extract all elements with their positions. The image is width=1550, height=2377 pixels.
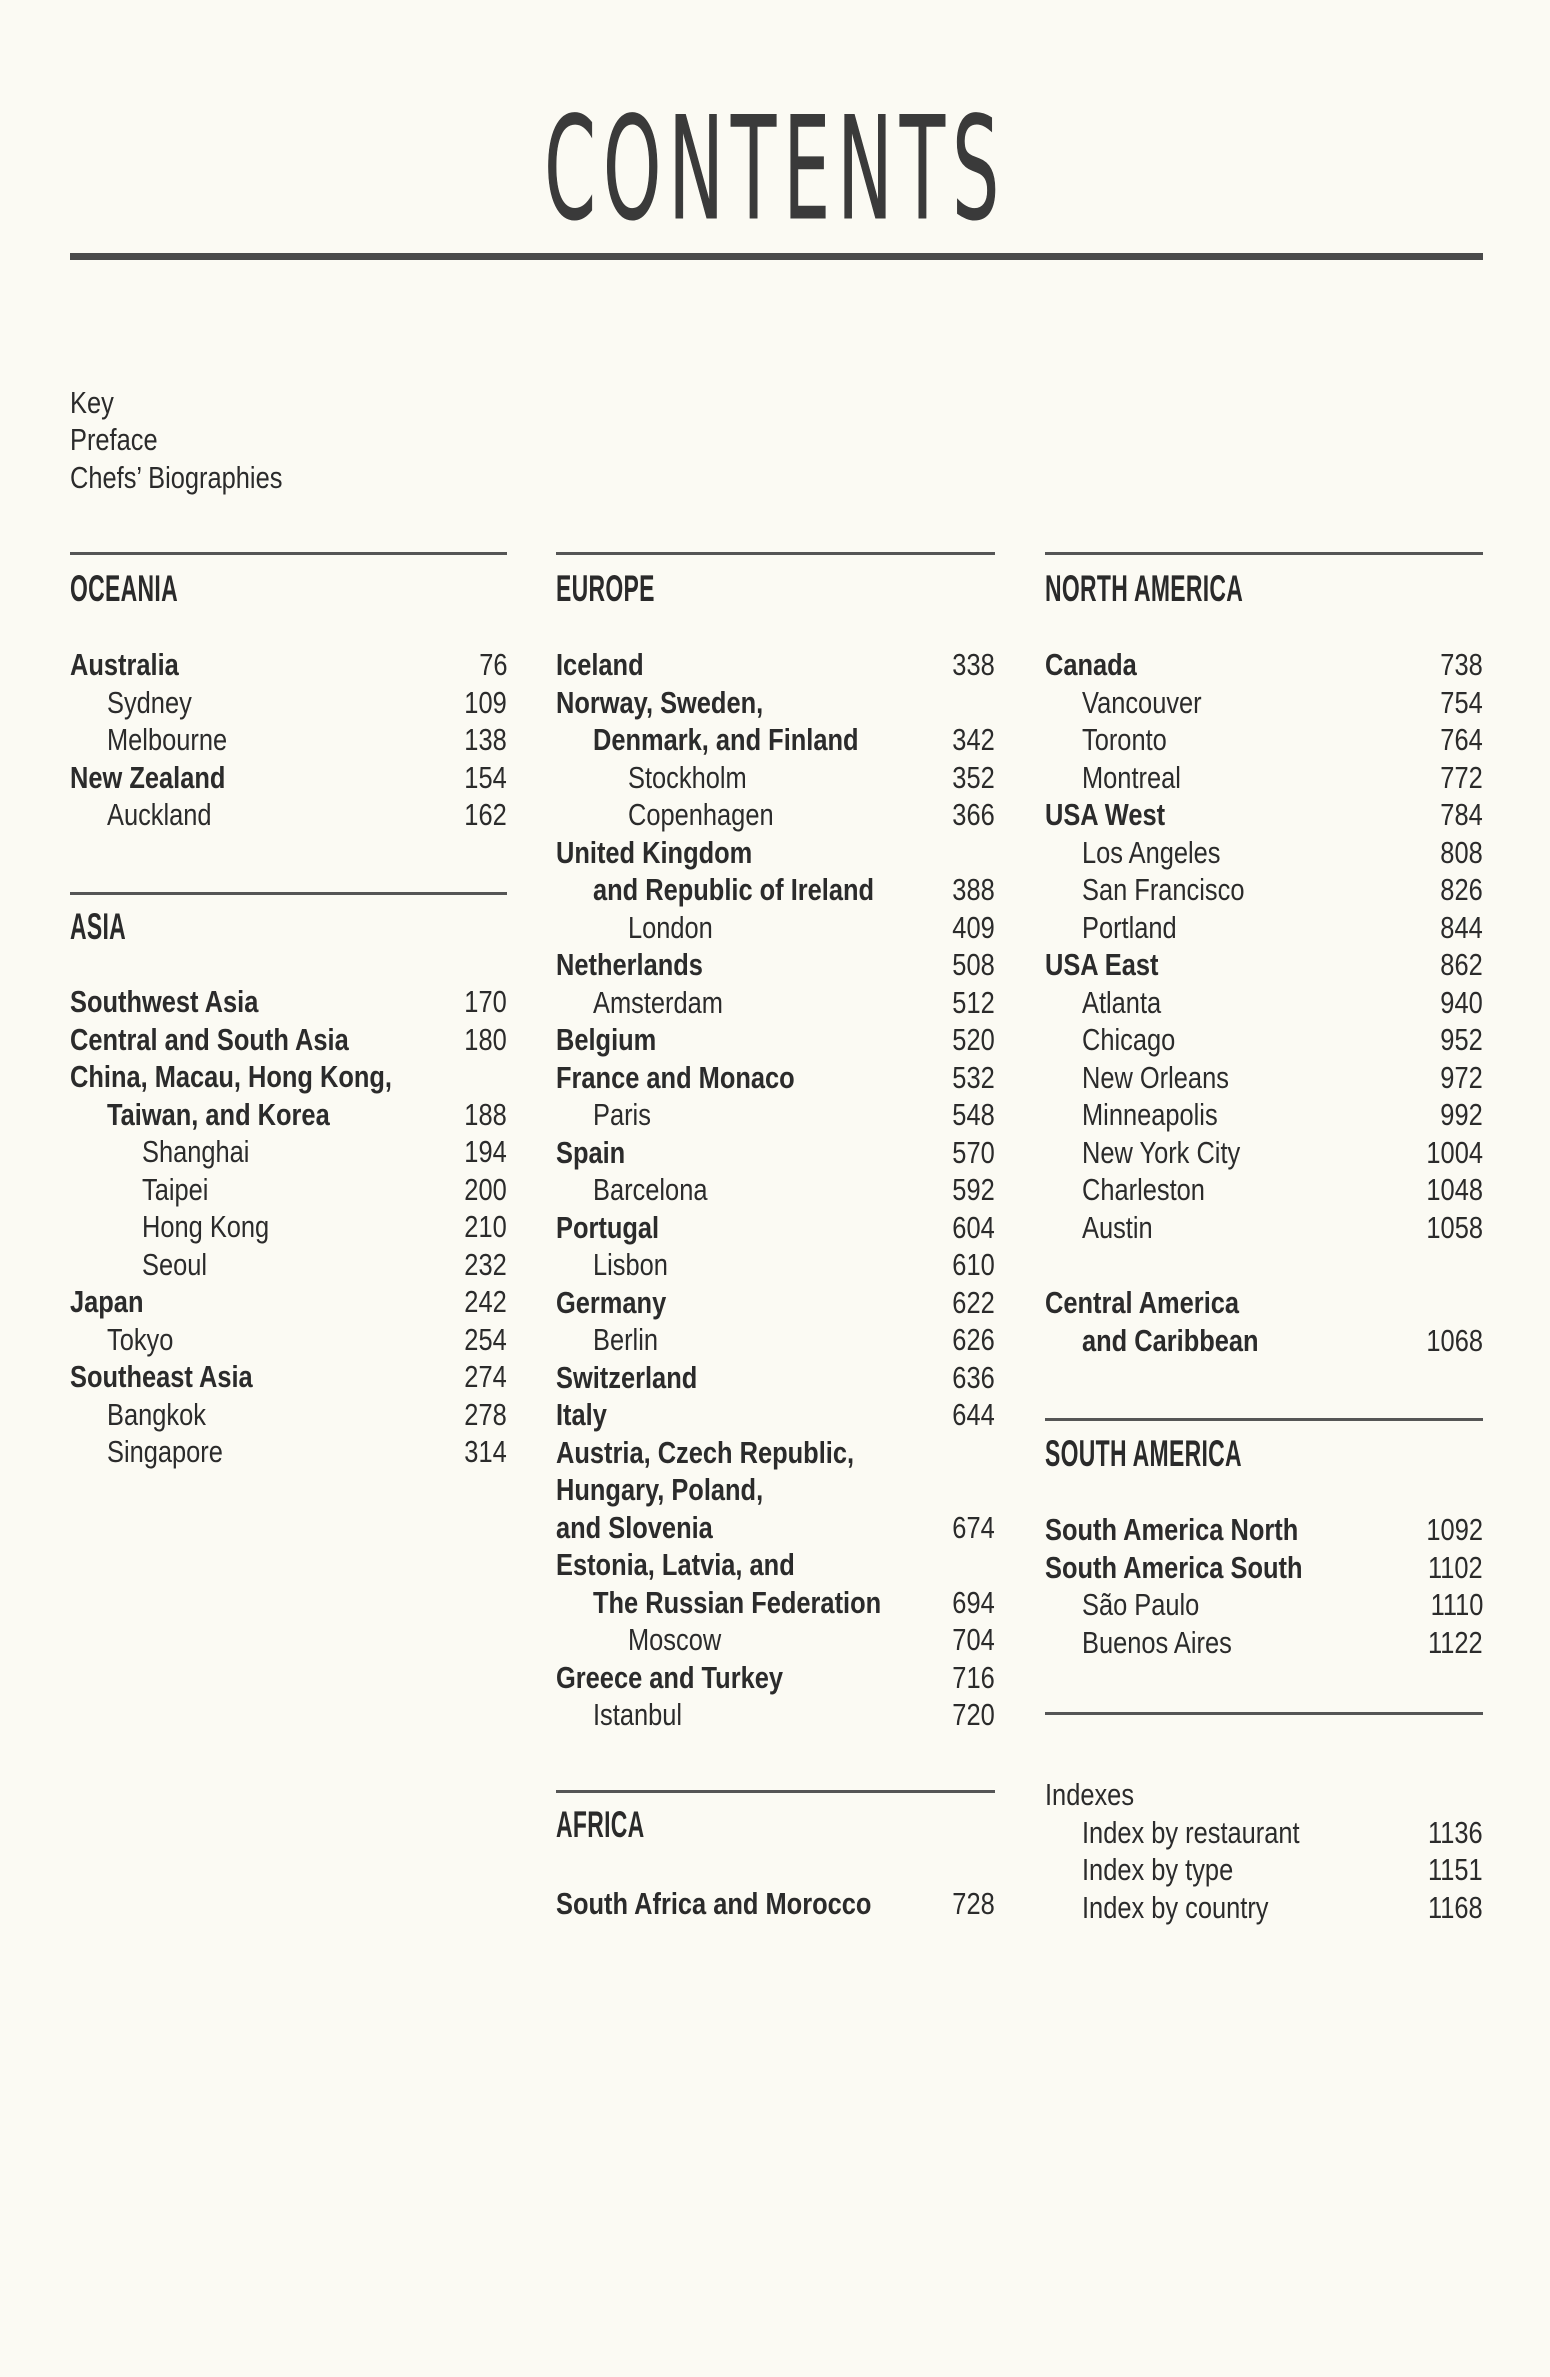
entry-label: Paris xyxy=(593,1097,651,1132)
north-america-rule xyxy=(1045,552,1483,555)
oceania-rule xyxy=(70,552,507,555)
north-america-entry[interactable] xyxy=(1045,646,1483,684)
south-america-entry[interactable] xyxy=(1045,1624,1483,1662)
europe-entry[interactable] xyxy=(556,834,995,872)
asia-entry[interactable] xyxy=(70,1021,507,1059)
entry-label: Indexes xyxy=(1045,1777,1135,1812)
entry-label: Buenos Aires xyxy=(1082,1624,1232,1660)
europe-rule xyxy=(556,552,995,555)
entry-page-number: 862 xyxy=(1440,947,1483,982)
entry-label: Istanbul xyxy=(593,1697,683,1732)
entry-label: Switzerland xyxy=(556,1359,698,1395)
entry-page-number: 1102 xyxy=(1428,1549,1483,1585)
entry-label: Seoul xyxy=(142,1246,208,1282)
page-title-text: CONTENTS xyxy=(543,87,1007,252)
entry-label: Charleston xyxy=(1082,1172,1205,1207)
entry-page-number: 1168 xyxy=(1428,1889,1483,1925)
entry-label: The Russian Federation xyxy=(593,1584,882,1620)
asia-entry[interactable] xyxy=(70,1171,507,1209)
central-america-entry[interactable] xyxy=(1045,1284,1483,1322)
north-america-entry[interactable] xyxy=(1045,1021,1483,1059)
entry-label: Netherlands xyxy=(556,947,703,982)
entry-page-number: 636 xyxy=(952,1359,995,1395)
entry-page-number: 76 xyxy=(478,647,507,682)
europe-entry[interactable] xyxy=(556,796,995,834)
north-america-entry[interactable] xyxy=(1045,984,1483,1022)
entry-page-number: 738 xyxy=(1440,647,1483,682)
entry-page-number: 194 xyxy=(464,1134,507,1169)
europe-entry[interactable] xyxy=(556,1284,995,1322)
north-america-entry[interactable] xyxy=(1045,721,1483,759)
entry-page-number: 1110 xyxy=(1430,1587,1483,1622)
entry-label: Sydney xyxy=(107,684,192,720)
entry-page-number: 754 xyxy=(1440,684,1483,720)
north-america-entry[interactable] xyxy=(1045,1059,1483,1097)
oceania-entry[interactable] xyxy=(70,721,507,759)
section-heading-north-america: NORTH AMERICA xyxy=(1045,568,1244,609)
entry-label: Singapore xyxy=(107,1434,223,1469)
europe-entry[interactable] xyxy=(556,1359,995,1397)
entry-label: Amsterdam xyxy=(593,984,723,1020)
entry-page-number: 388 xyxy=(952,872,995,907)
europe-entry[interactable] xyxy=(556,1509,995,1547)
north-america-entry[interactable] xyxy=(1045,684,1483,722)
entry-label: Stockholm xyxy=(628,759,747,795)
entry-label: Minneapolis xyxy=(1082,1097,1218,1132)
north-america-entry[interactable] xyxy=(1045,1171,1483,1209)
entry-label: Italy xyxy=(556,1397,607,1432)
north-america-entry[interactable] xyxy=(1045,1096,1483,1134)
entry-page-number: 704 xyxy=(952,1622,995,1657)
entry-label: London xyxy=(628,909,713,945)
entry-label: Germany xyxy=(556,1284,667,1320)
entry-label: Barcelona xyxy=(593,1172,708,1207)
entry-page-number: 1122 xyxy=(1428,1624,1483,1660)
section-heading-europe: EUROPE xyxy=(556,568,655,609)
entry-page-number: 274 xyxy=(464,1359,507,1394)
entry-page-number: 232 xyxy=(464,1246,507,1282)
entry-page-number: 1151 xyxy=(1428,1852,1483,1887)
entry-label: San Francisco xyxy=(1082,872,1245,907)
asia-entry[interactable] xyxy=(70,1321,507,1359)
entry-page-number: 844 xyxy=(1440,909,1483,945)
entry-page-number: 409 xyxy=(952,909,995,945)
entry-page-number: 716 xyxy=(952,1659,995,1695)
entry-page-number: 548 xyxy=(952,1097,995,1132)
europe-entry[interactable] xyxy=(556,646,995,684)
entry-label: Toronto xyxy=(1082,722,1167,757)
europe-entry[interactable] xyxy=(556,1471,995,1509)
south-america-entry[interactable] xyxy=(1045,1511,1483,1549)
indexes-entry[interactable] xyxy=(1045,1776,1483,1814)
north-america-entry[interactable] xyxy=(1045,909,1483,947)
entry-page-number: 992 xyxy=(1440,1097,1483,1132)
asia-entry[interactable] xyxy=(70,1283,507,1321)
entry-page-number: 210 xyxy=(464,1209,507,1244)
europe-entry[interactable] xyxy=(556,1021,995,1059)
entry-page-number: 940 xyxy=(1440,984,1483,1020)
north-america-entry[interactable] xyxy=(1045,796,1483,834)
entry-page-number: 764 xyxy=(1440,722,1483,757)
asia-entry[interactable] xyxy=(70,1433,507,1471)
entry-page-number: 512 xyxy=(952,984,995,1020)
entry-label: and Caribbean xyxy=(1082,1322,1259,1358)
north-america-entry[interactable] xyxy=(1045,946,1483,984)
entry-page-number: 674 xyxy=(952,1509,995,1545)
entry-label: United Kingdom xyxy=(556,834,753,870)
entry-label: Spain xyxy=(556,1134,626,1170)
europe-entry[interactable] xyxy=(556,1696,995,1734)
entry-label: Taiwan, and Korea xyxy=(107,1096,330,1132)
entry-page-number: 826 xyxy=(1440,872,1483,907)
africa-entry[interactable] xyxy=(556,1885,995,1923)
asia-entry[interactable] xyxy=(70,1096,507,1134)
europe-entry[interactable] xyxy=(556,759,995,797)
entry-label: Vancouver xyxy=(1082,684,1202,720)
entry-label: São Paulo xyxy=(1082,1587,1200,1622)
entry-page-number: 808 xyxy=(1440,834,1483,870)
entry-page-number: 604 xyxy=(952,1209,995,1245)
entry-label: Berlin xyxy=(593,1322,658,1357)
north-america-entry[interactable] xyxy=(1045,871,1483,909)
indexes-entry[interactable] xyxy=(1045,1814,1483,1852)
asia-entry[interactable] xyxy=(70,1208,507,1246)
europe-entry[interactable] xyxy=(556,1246,995,1284)
entry-label: Bangkok xyxy=(107,1396,206,1432)
entry-label: Belgium xyxy=(556,1022,657,1057)
entry-label: Auckland xyxy=(107,797,212,832)
north-america-entry[interactable] xyxy=(1045,1134,1483,1172)
asia-entry[interactable] xyxy=(70,1358,507,1396)
entry-label: Index by restaurant xyxy=(1082,1814,1300,1850)
entry-label: and Slovenia xyxy=(556,1509,713,1545)
entry-label: Australia xyxy=(70,647,179,682)
entry-label: South America North xyxy=(1045,1512,1299,1547)
europe-entry[interactable] xyxy=(556,1171,995,1209)
entry-label: Canada xyxy=(1045,647,1137,682)
entry-label: Index by country xyxy=(1082,1889,1269,1925)
asia-rule xyxy=(70,892,507,895)
entry-label: USA East xyxy=(1045,947,1159,982)
entry-label: Portugal xyxy=(556,1209,660,1245)
entry-page-number: 1004 xyxy=(1426,1134,1483,1170)
section-heading-south-america: SOUTH AMERICA xyxy=(1045,1433,1242,1474)
asia-entry[interactable] xyxy=(70,1396,507,1434)
section-heading-asia: ASIA xyxy=(70,906,127,947)
entry-label: South America South xyxy=(1045,1549,1303,1585)
entry-page-number: 644 xyxy=(952,1397,995,1432)
entry-label: New Zealand xyxy=(70,759,226,795)
entry-label: Norway, Sweden, xyxy=(556,684,764,720)
toc-link-chefs-biographies[interactable]: Chefs’ Biographies xyxy=(70,460,283,495)
entry-page-number: 1092 xyxy=(1426,1512,1483,1547)
entry-label: Austria, Czech Republic, xyxy=(556,1434,855,1470)
entry-label: USA West xyxy=(1045,797,1166,832)
entry-page-number: 520 xyxy=(952,1022,995,1057)
entry-page-number: 1048 xyxy=(1426,1172,1483,1207)
entry-page-number: 720 xyxy=(952,1697,995,1732)
oceania-entry[interactable] xyxy=(70,646,507,684)
entry-page-number: 952 xyxy=(1440,1022,1483,1057)
entry-page-number: 338 xyxy=(952,647,995,682)
entry-page-number: 622 xyxy=(952,1284,995,1320)
north-america-entry[interactable] xyxy=(1045,1209,1483,1247)
entry-page-number: 138 xyxy=(464,722,507,757)
europe-entry[interactable] xyxy=(556,1621,995,1659)
section-heading-oceania: OCEANIA xyxy=(70,568,178,609)
asia-entry[interactable] xyxy=(70,1058,507,1096)
entry-page-number: 570 xyxy=(952,1134,995,1170)
entry-label: China, Macau, Hong Kong, xyxy=(70,1059,392,1094)
entry-label: Southwest Asia xyxy=(70,984,259,1019)
entry-page-number: 1068 xyxy=(1426,1322,1483,1358)
entry-page-number: 972 xyxy=(1440,1059,1483,1095)
indexes-rule xyxy=(1045,1712,1483,1715)
europe-entry[interactable] xyxy=(556,984,995,1022)
toc-link-key[interactable]: Key xyxy=(70,385,114,420)
entry-label: Denmark, and Finland xyxy=(593,722,859,757)
europe-entry[interactable] xyxy=(556,684,995,722)
entry-page-number: 342 xyxy=(952,722,995,757)
entry-label: Hungary, Poland, xyxy=(556,1472,764,1507)
entry-label: Lisbon xyxy=(593,1247,668,1282)
entry-label: and Republic of Ireland xyxy=(593,872,875,907)
entry-label: Southeast Asia xyxy=(70,1359,253,1394)
entry-label: Index by type xyxy=(1082,1852,1234,1887)
entry-page-number: 508 xyxy=(952,947,995,982)
entry-label: Greece and Turkey xyxy=(556,1659,784,1695)
entry-page-number: 592 xyxy=(952,1172,995,1207)
entry-page-number: 1136 xyxy=(1428,1814,1483,1850)
entry-page-number: 532 xyxy=(952,1059,995,1095)
entry-page-number: 626 xyxy=(952,1322,995,1357)
entry-label: Copenhagen xyxy=(628,797,774,832)
entry-label: Austin xyxy=(1082,1209,1153,1245)
asia-entry[interactable] xyxy=(70,1133,507,1171)
entry-page-number: 784 xyxy=(1440,797,1483,832)
indexes-entry[interactable] xyxy=(1045,1889,1483,1927)
europe-entry[interactable] xyxy=(556,909,995,947)
entry-label: Moscow xyxy=(628,1622,722,1657)
section-heading-africa: AFRICA xyxy=(556,1804,645,1845)
entry-page-number: 154 xyxy=(464,759,507,795)
entry-page-number: 610 xyxy=(952,1247,995,1282)
entry-label: New York City xyxy=(1082,1134,1241,1170)
entry-page-number: 242 xyxy=(464,1284,507,1319)
entry-page-number: 170 xyxy=(464,984,507,1019)
entry-page-number: 1058 xyxy=(1426,1209,1483,1245)
title-rule xyxy=(70,253,1483,260)
entry-label: Shanghai xyxy=(142,1134,250,1169)
africa-rule xyxy=(556,1790,995,1793)
europe-entry[interactable] xyxy=(556,1059,995,1097)
europe-entry[interactable] xyxy=(556,1134,995,1172)
entry-page-number: 254 xyxy=(464,1321,507,1357)
asia-entry[interactable] xyxy=(70,983,507,1021)
asia-entry[interactable] xyxy=(70,1246,507,1284)
entry-page-number: 278 xyxy=(464,1396,507,1432)
europe-entry[interactable] xyxy=(556,1546,995,1584)
indexes-entry[interactable] xyxy=(1045,1851,1483,1889)
entry-label: Tokyo xyxy=(107,1321,174,1357)
south-america-entry[interactable] xyxy=(1045,1549,1483,1587)
europe-entry[interactable] xyxy=(556,1321,995,1359)
oceania-entry[interactable] xyxy=(70,796,507,834)
entry-page-number: 314 xyxy=(464,1434,507,1469)
entry-label: Los Angeles xyxy=(1082,834,1221,870)
entry-page-number: 188 xyxy=(464,1096,507,1132)
entry-label: Atlanta xyxy=(1082,984,1162,1020)
north-america-entry[interactable] xyxy=(1045,759,1483,797)
entry-page-number: 109 xyxy=(464,684,507,720)
entry-label: Portland xyxy=(1082,909,1177,945)
toc-link-preface[interactable]: Preface xyxy=(70,422,158,457)
entry-label: Estonia, Latvia, and xyxy=(556,1547,795,1582)
central-america-entry[interactable] xyxy=(1045,1322,1483,1360)
europe-entry[interactable] xyxy=(556,1659,995,1697)
entry-label: Hong Kong xyxy=(142,1209,270,1244)
entry-label: Central America xyxy=(1045,1285,1240,1320)
entry-page-number: 366 xyxy=(952,797,995,832)
europe-entry[interactable] xyxy=(556,1584,995,1622)
south-america-entry[interactable] xyxy=(1045,1586,1483,1624)
entry-page-number: 162 xyxy=(464,797,507,832)
south-america-rule xyxy=(1045,1418,1483,1421)
entry-label: Iceland xyxy=(556,647,644,682)
entry-label: Montreal xyxy=(1082,759,1181,795)
europe-entry[interactable] xyxy=(556,721,995,759)
entry-label: Melbourne xyxy=(107,722,228,757)
entry-label: Taipei xyxy=(142,1171,209,1207)
europe-entry[interactable] xyxy=(556,871,995,909)
europe-entry[interactable] xyxy=(556,1434,995,1472)
north-america-entry[interactable] xyxy=(1045,834,1483,872)
entry-label: New Orleans xyxy=(1082,1059,1229,1095)
page-title xyxy=(0,87,1550,252)
europe-entry[interactable] xyxy=(556,1396,995,1434)
europe-entry[interactable] xyxy=(556,1209,995,1247)
oceania-entry[interactable] xyxy=(70,759,507,797)
entry-label: Central and South Asia xyxy=(70,1021,349,1057)
entry-page-number: 180 xyxy=(464,1021,507,1057)
entry-page-number: 200 xyxy=(464,1171,507,1207)
europe-entry[interactable] xyxy=(556,1096,995,1134)
entry-label: France and Monaco xyxy=(556,1059,795,1095)
entry-page-number: 728 xyxy=(952,1886,995,1921)
entry-page-number: 772 xyxy=(1440,759,1483,795)
entry-page-number: 694 xyxy=(952,1584,995,1620)
entry-page-number: 352 xyxy=(952,759,995,795)
entry-label: South Africa and Morocco xyxy=(556,1886,872,1921)
oceania-entry[interactable] xyxy=(70,684,507,722)
entry-label: Japan xyxy=(70,1284,144,1319)
europe-entry[interactable] xyxy=(556,946,995,984)
entry-label: Chicago xyxy=(1082,1022,1176,1057)
